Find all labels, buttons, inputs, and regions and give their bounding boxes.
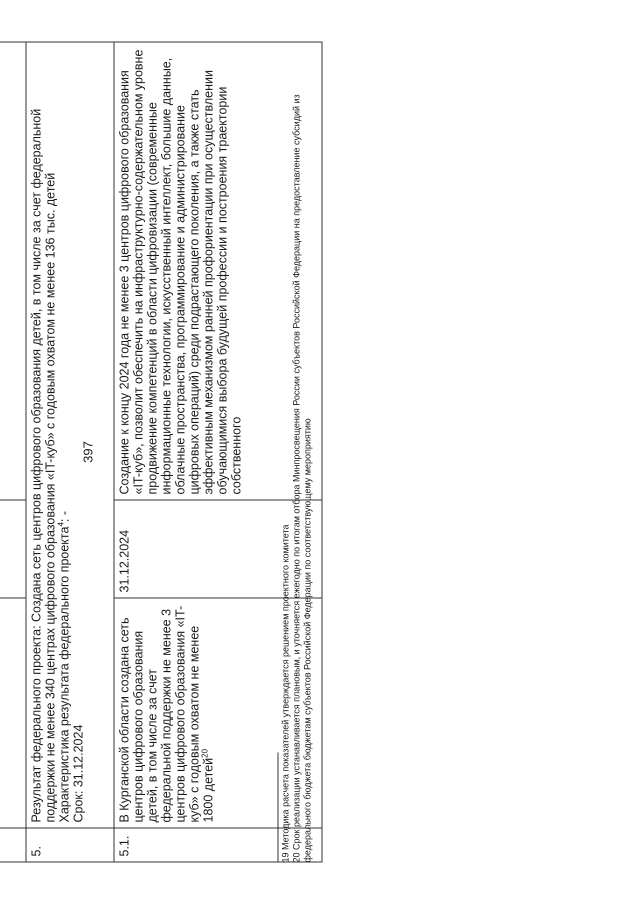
row1-deadline [0, 500, 26, 598]
row2-deadline-line: Срок: 31.12.2024 [71, 724, 85, 823]
row2-characteristic-value: : - [57, 510, 71, 523]
results-table [0, 42, 322, 863]
page-number: 397 [80, 441, 96, 463]
row2-characteristic-label: Характеристика результата федерального проекта [57, 526, 71, 823]
footnote-20: 20 Срок реализации устанавливается плановым, и уточняется ежегодно по итогам отбора Минпросвещения России субъектов Российской Федерации на предоставление субсидий из федерального бюджета бюджетам субъектов Российской Федерации по соответствующему мероприятию [290, 94, 312, 863]
row2-result-cell [26, 42, 114, 828]
row2-number: 5. [26, 828, 114, 862]
row3-task-name: В Курганской области создана сеть центров цифрового образования детей, в том числе за счет федеральной поддержки не менее 3 центров цифрового образования «IT-куб» с годовым охватом не менее 1800 детей [117, 605, 215, 823]
row1-task-cell [0, 598, 26, 828]
row3-characteristic: Создание к концу 2024 года не менее 3 центров цифрового образования «IT-куб», позволит обеспечить на инфраструктурно-содержательном уровне продвижение компетенций в области цифровизации (современные информационные технологии, искусственный интеллект, большие данные, облачные пространства, программирование и администрирование цифровых операций) среди подрастающего поколения, а также стать эффективным механизмом ранней профориентации при осуществлении обучающимися выбора будущей профессии и построения траектории собственного [114, 42, 322, 500]
footnotes [277, 43, 312, 863]
table-row [26, 42, 114, 862]
row1-characteristic [0, 42, 26, 500]
row3-deadline: 31.12.2024 [114, 500, 322, 598]
footnote-ref-20: 20 [199, 748, 209, 758]
row3-number: 5.1. [114, 828, 322, 862]
table-row [0, 42, 26, 862]
footnote-divider [277, 753, 278, 863]
footnote-19: 19 Методика расчета показателей утверждается решением проектного комитета [280, 524, 290, 863]
rotated-page [0, 43, 320, 863]
row2-characteristic-line [57, 48, 71, 823]
row1-number [0, 828, 26, 862]
footnote-ref-4: 4 [55, 522, 65, 527]
row2-result-title: Результат федерального проекта: Создана сеть центров цифрового образования детей, в том числе за счет федеральной поддержки не менее 340 центрах цифрового образования «IT-куб» с годовым охватом не менее 136 тыс. детей [29, 108, 57, 823]
